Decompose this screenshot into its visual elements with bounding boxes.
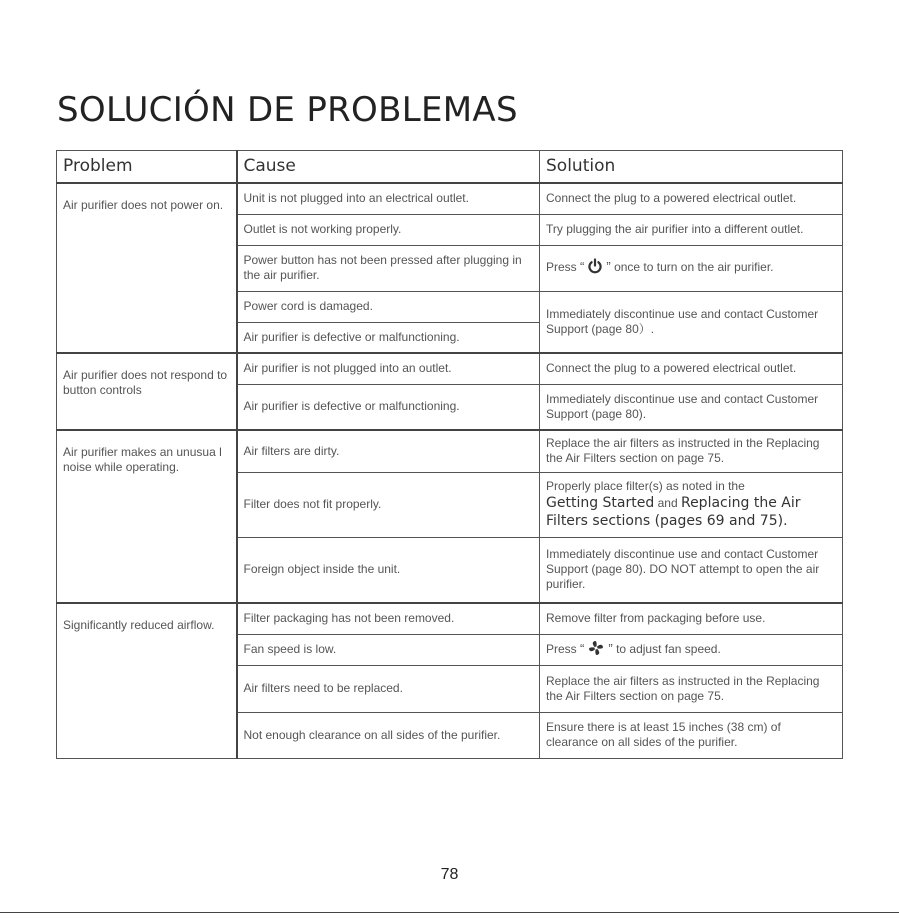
cause-cell: Air purifier is defective or malfunctioning. <box>237 322 540 353</box>
problem-cell: Air purifier makes an unusua l noise while operating. <box>57 430 237 603</box>
table-header-row <box>57 151 843 184</box>
power-icon <box>587 258 603 278</box>
solution-cell: Connect the plug to a powered electrical outlet. <box>540 353 843 384</box>
solution-cell <box>540 472 843 537</box>
header-cause: Cause <box>237 151 540 184</box>
table-row <box>57 430 843 472</box>
cause-cell: Fan speed is low. <box>237 634 540 665</box>
cause-cell: Power cord is damaged. <box>237 291 540 322</box>
cause-cell: Foreign object inside the unit. <box>237 537 540 603</box>
cause-cell: Unit is not plugged into an electrical outlet. <box>237 183 540 214</box>
cause-cell: Not enough clearance on all sides of the purifier. <box>237 712 540 758</box>
cause-cell: Filter does not fit properly. <box>237 472 540 537</box>
page-number: 78 <box>440 866 459 883</box>
cause-cell: Filter packaging has not been removed. <box>237 603 540 634</box>
solution-cell: Connect the plug to a powered electrical outlet. <box>540 183 843 214</box>
solution-cell <box>540 634 843 665</box>
fan-icon <box>587 639 605 661</box>
solution-intro: Properly place filter(s) as noted in the <box>546 479 745 493</box>
quote-close: ” <box>608 640 613 656</box>
solution-and: and <box>657 496 678 510</box>
solution-text-before: Press <box>546 641 577 656</box>
cause-cell: Air purifier is defective or malfunctioning. <box>237 384 540 430</box>
solution-text-after: once to turn on the air purifier. <box>614 260 774 275</box>
table-row <box>57 603 843 634</box>
problem-cell: Air purifier does not power on. <box>57 183 237 353</box>
replacing-filters-ref: Replacing the Air Filters sections (pages 69 and 75). <box>546 495 801 529</box>
table-row <box>57 353 843 384</box>
solution-cell <box>540 245 843 291</box>
table-row <box>57 183 843 214</box>
header-problem: Problem <box>57 151 237 184</box>
cause-cell: Power button has not been pressed after plugging in the air purifier. <box>237 245 540 291</box>
problem-cell: Air purifier does not respond to button controls <box>57 353 237 430</box>
solution-cell: Immediately discontinue use and contact Customer Support (page 80). <box>540 384 843 430</box>
bottom-divider <box>0 912 899 913</box>
solution-cell: Replace the air filters as instructed in the Replacing the Air Filters section on page 75. <box>540 430 843 472</box>
problem-cell: Significantly reduced airflow. <box>57 603 237 758</box>
header-solution: Solution <box>540 151 843 184</box>
quote-open: “ <box>580 259 585 275</box>
solution-cell: Try plugging the air purifier into a different outlet. <box>540 214 843 245</box>
page-title: SOLUCIÓN DE PROBLEMAS <box>57 90 518 130</box>
solution-cell: Ensure there is at least 15 inches (38 cm) of clearance on all sides of the purifier. <box>540 712 843 758</box>
troubleshooting-table <box>56 150 843 759</box>
cause-cell: Air filters need to be replaced. <box>237 665 540 712</box>
solution-cell: Immediately discontinue use and contact Customer Support (page 80). DO NOT attempt to open the air purifier. <box>540 537 843 603</box>
cause-cell: Air purifier is not plugged into an outlet. <box>237 353 540 384</box>
cause-cell: Outlet is not working properly. <box>237 214 540 245</box>
quote-close: ” <box>606 259 611 275</box>
getting-started-ref: Getting Started <box>546 495 655 511</box>
solution-cell: Replace the air filters as instructed in the Replacing the Air Filters section on page 75. <box>540 665 843 712</box>
solution-cell: Immediately discontinue use and contact Customer Support (page 80）. <box>540 291 843 353</box>
solution-cell: Remove filter from packaging before use. <box>540 603 843 634</box>
cause-cell: Air filters are dirty. <box>237 430 540 472</box>
quote-open: “ <box>580 640 585 656</box>
solution-text-before: Press <box>546 260 577 275</box>
solution-text-after: to adjust fan speed. <box>616 641 721 656</box>
